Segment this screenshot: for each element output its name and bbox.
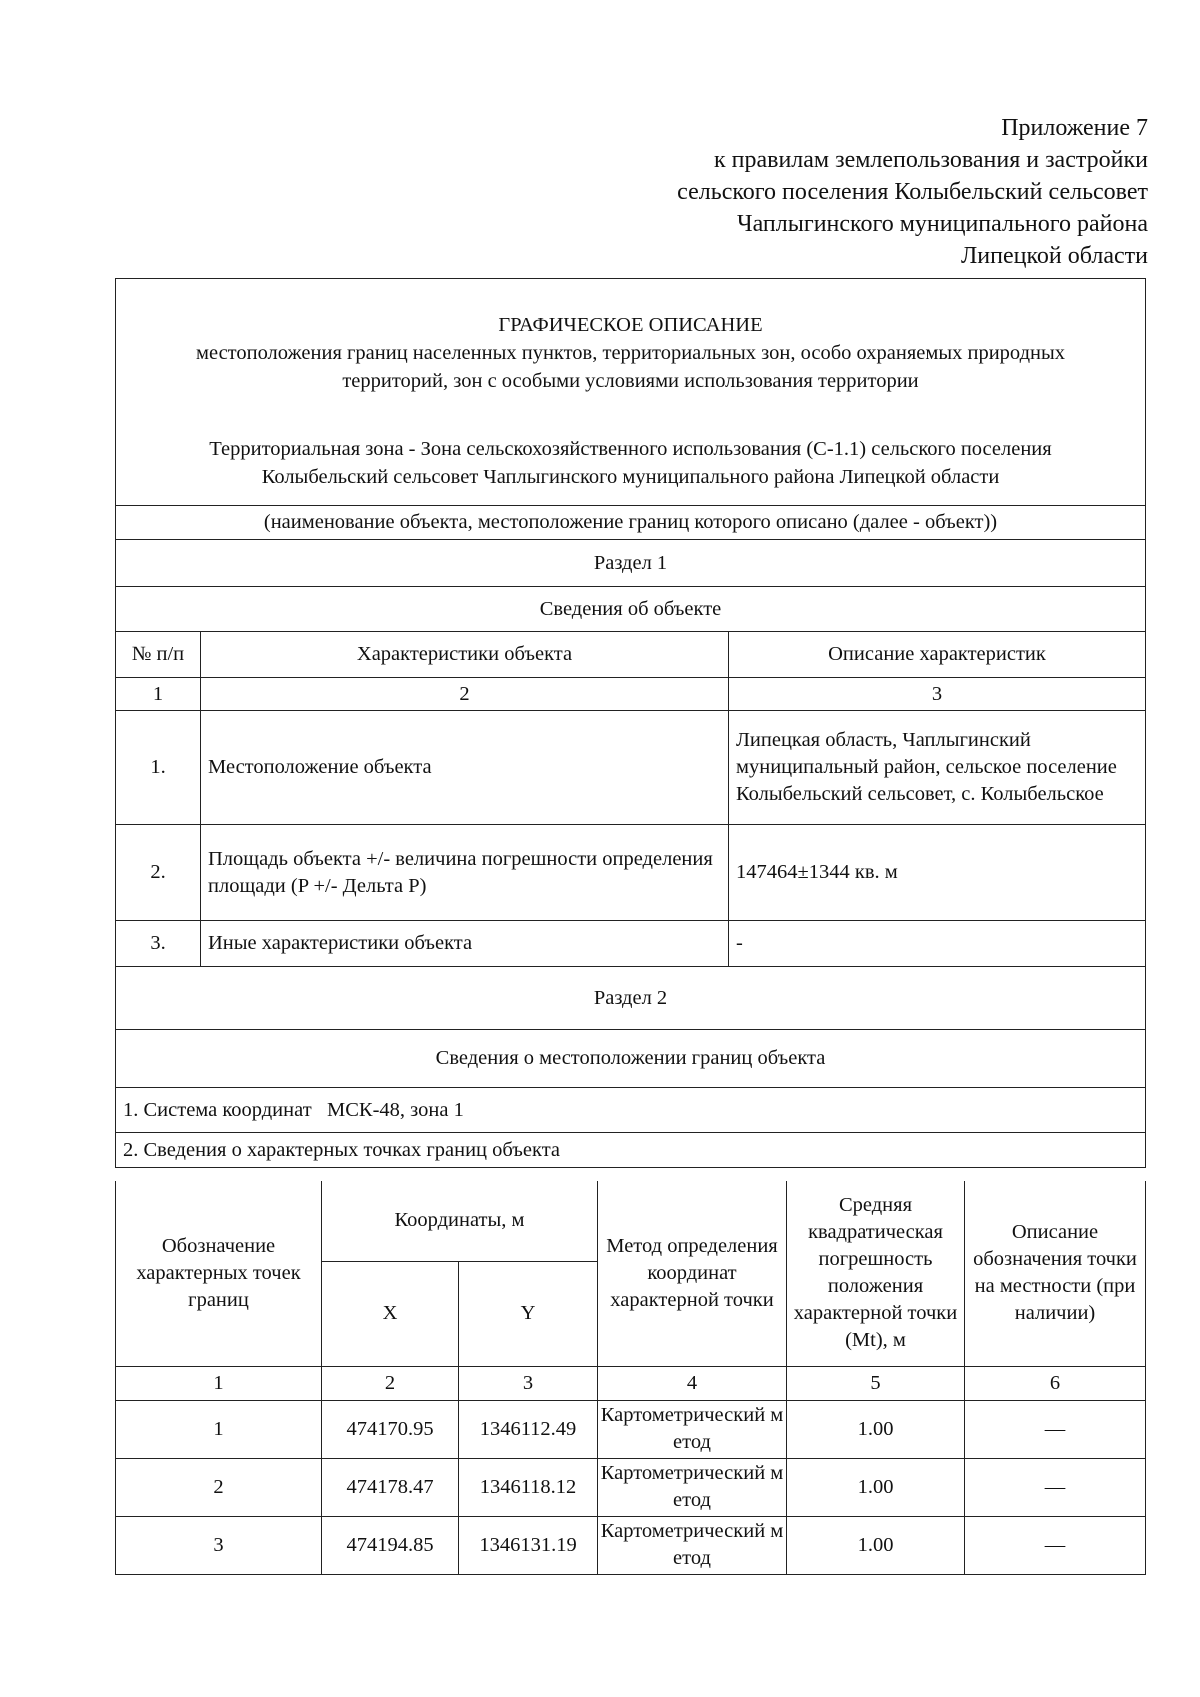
zone-name: Территориальная зона - Зона сельскохозяйственного использования (С-1.1) сельского поселения (209, 438, 1052, 460)
description-header: Описание обозначения точки на местности (при наличии) (965, 1181, 1146, 1366)
document-title (116, 279, 1146, 506)
point-x: 474194.85 (322, 1516, 459, 1574)
table-row (116, 1516, 1146, 1574)
error-header: Средняя квадратическая погрешность положения характерной точки (Mt), м (787, 1181, 965, 1366)
row-description: Липецкая область, Чаплыгинский муниципальный район, сельское поселение Колыбельский сельсовет, с. Колыбельское (729, 711, 1146, 825)
row-name: Иные характеристики объекта (201, 921, 729, 967)
point-y: 1346131.19 (459, 1516, 598, 1574)
title-subheading: местоположения границ населенных пунктов, территориальных зон, особо охраняемых природных (195, 342, 1066, 364)
column-number: 6 (965, 1366, 1146, 1400)
row-description: 147464±1344 кв. м (729, 825, 1146, 921)
point-method: Картометрический метод (598, 1400, 787, 1458)
column-number: 1 (116, 1366, 322, 1400)
point-mt: 1.00 (787, 1516, 965, 1574)
row-name: Местоположение объекта (201, 711, 729, 825)
section1-title: Раздел 1 (116, 540, 1146, 587)
appendix-header (448, 112, 1148, 272)
method-header: Метод определения координат характерной точки (598, 1181, 787, 1366)
table-row (116, 921, 1146, 967)
column-number: 3 (729, 678, 1146, 711)
column-number: 3 (459, 1366, 598, 1400)
point-mt: 1.00 (787, 1400, 965, 1458)
section2-title: Раздел 2 (116, 967, 1146, 1030)
points-title: 2. Сведения о характерных точках границ объекта (116, 1133, 1146, 1168)
title-subheading: территорий, зон с особыми условиями использования территории (342, 370, 919, 392)
coords-header: Координаты, м (322, 1181, 598, 1261)
row-number: 2. (116, 825, 201, 921)
row-name: Площадь объекта +/- величина погрешности определения площади (P +/- Дельта P) (201, 825, 729, 921)
point-description: — (965, 1458, 1146, 1516)
coordinate-system: 1. Система координат МСК-48, зона 1 (116, 1088, 1146, 1133)
appendix-line: Приложение 7 (1001, 115, 1148, 141)
column-header: № п/п (116, 632, 201, 678)
point-id: 1 (116, 1400, 322, 1458)
row-description: - (729, 921, 1146, 967)
section1-number-row (116, 678, 1146, 711)
zone-name: Колыбельский сельсовет Чаплыгинского муниципального района Липецкой области (261, 466, 1000, 488)
section1-header-row (116, 632, 1146, 678)
points-number-row (116, 1366, 1146, 1400)
appendix-line: к правилам землепользования и застройки (713, 147, 1148, 173)
table-row (116, 1458, 1146, 1516)
row-number: 1. (116, 711, 201, 825)
table-row (116, 1400, 1146, 1458)
appendix-line: Чаплыгинского муниципального района (736, 211, 1148, 237)
section2-subtitle: Сведения о местоположении границ объекта (116, 1030, 1146, 1088)
point-mt: 1.00 (787, 1458, 965, 1516)
designation-header: Обозначение характерных точек границ (116, 1181, 322, 1366)
point-method: Картометрический метод (598, 1516, 787, 1574)
point-method: Картометрический метод (598, 1458, 787, 1516)
point-description: — (965, 1516, 1146, 1574)
y-header: Y (459, 1261, 598, 1366)
section1-subtitle: Сведения об объекте (116, 587, 1146, 632)
appendix-line: сельского поселения Колыбельский сельсовет (677, 179, 1148, 205)
appendix-line: Липецкой области (961, 243, 1148, 269)
column-number: 4 (598, 1366, 787, 1400)
point-y: 1346118.12 (459, 1458, 598, 1516)
point-x: 474170.95 (322, 1400, 459, 1458)
row-number: 3. (116, 921, 201, 967)
point-id: 2 (116, 1458, 322, 1516)
column-number: 1 (116, 678, 201, 711)
column-header: Описание характеристик (729, 632, 1146, 678)
section1-table (115, 278, 1146, 1168)
column-number: 5 (787, 1366, 965, 1400)
points-table (115, 1181, 1146, 1575)
table-row (116, 825, 1146, 921)
points-header-row (116, 1181, 1146, 1261)
point-x: 474178.47 (322, 1458, 459, 1516)
point-id: 3 (116, 1516, 322, 1574)
table-row (116, 711, 1146, 825)
column-header: Характеристики объекта (201, 632, 729, 678)
column-number: 2 (201, 678, 729, 711)
title-heading: ГРАФИЧЕСКОЕ ОПИСАНИЕ (498, 314, 763, 336)
object-caption: (наименование объекта, местоположение границ которого описано (далее - объект)) (116, 506, 1146, 540)
point-description: — (965, 1400, 1146, 1458)
title-row (116, 279, 1146, 506)
column-number: 2 (322, 1366, 459, 1400)
x-header: X (322, 1261, 459, 1366)
point-y: 1346112.49 (459, 1400, 598, 1458)
